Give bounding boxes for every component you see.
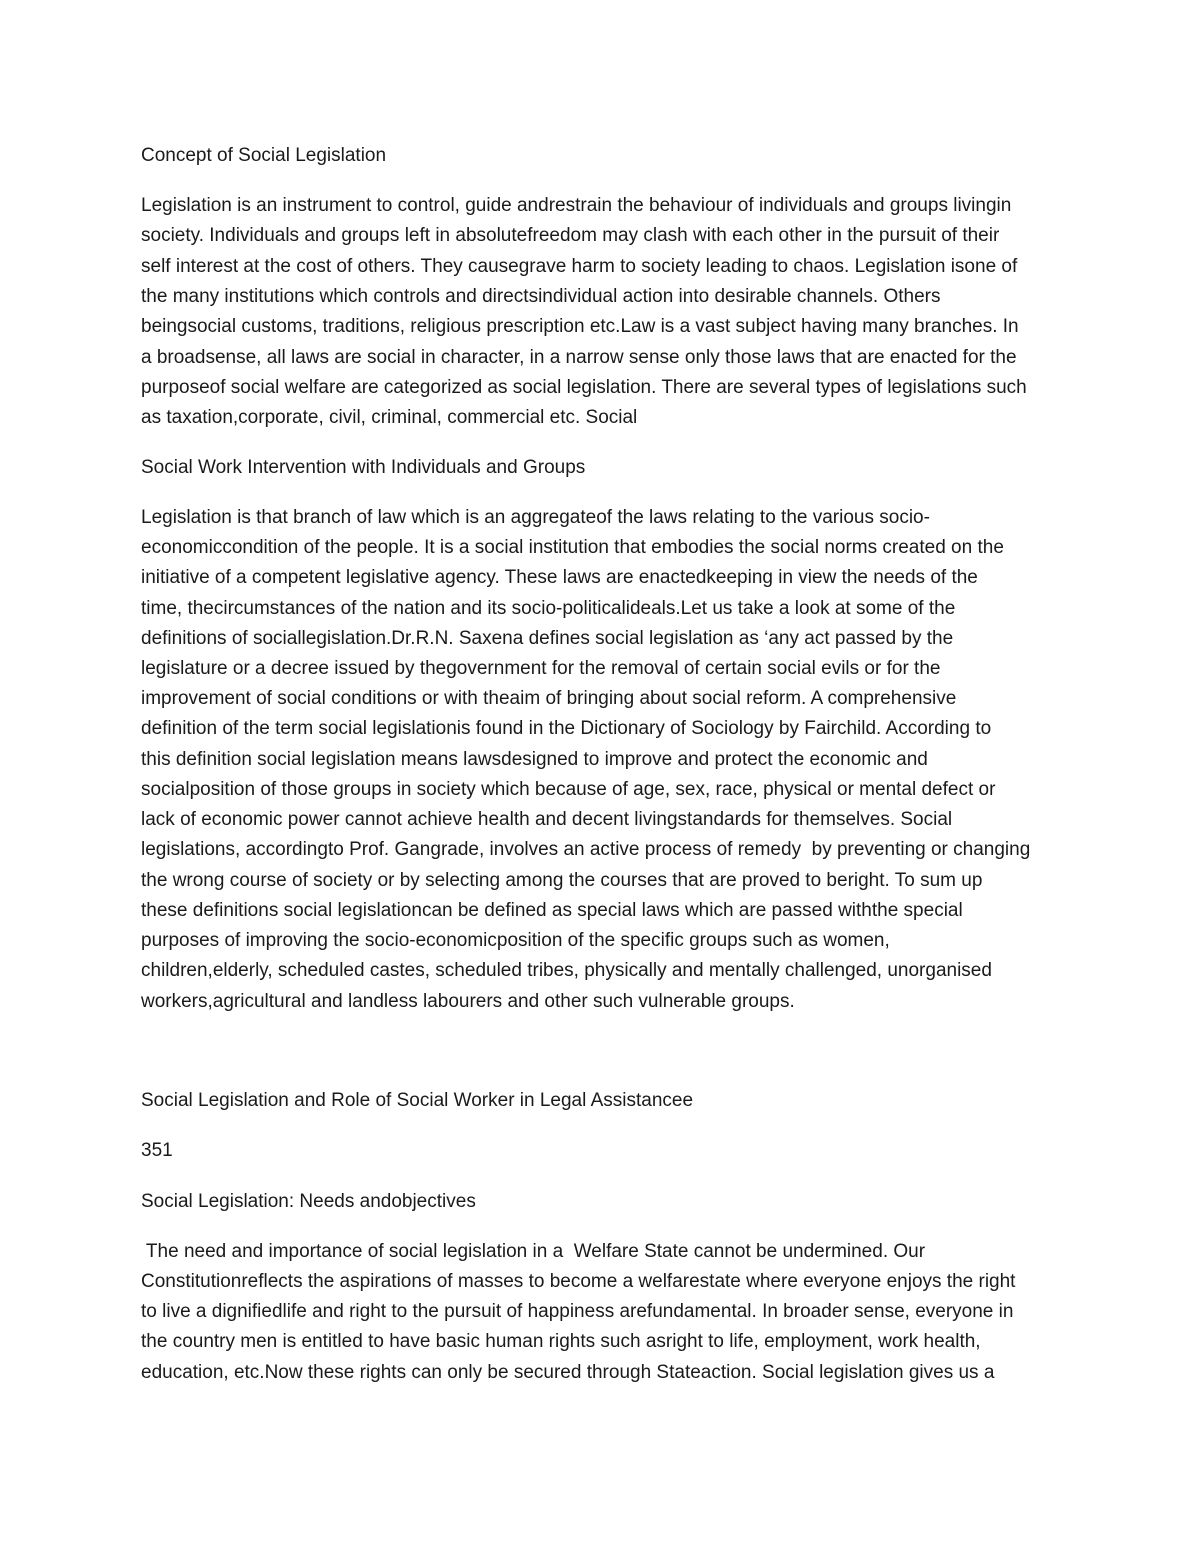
text-line: purposes of improving the socio-economicposition of the specific groups such as women,	[141, 930, 890, 951]
page-number: 351	[141, 1140, 173, 1161]
text-line: Legislation is that branch of law which is an aggregateof the laws relating to the various socio-	[141, 507, 930, 528]
text-line: this definition social legislation means lawsdesigned to improve and protect the economic and	[141, 749, 928, 770]
text-line: as taxation,corporate, civil, criminal, commercial etc. Social	[141, 407, 638, 428]
text-line: lack of economic power cannot achieve health and decent livingstandards for themselves. Social	[141, 809, 953, 830]
running-header: Social Legislation and Role of Social Worker in Legal Assistancee	[141, 1090, 694, 1111]
heading-concept: Concept of Social Legislation	[141, 145, 387, 166]
text-line: legislature or a decree issued by thegovernment for the removal of certain social evils or for the	[141, 658, 941, 679]
text-line: these definitions social legislationcan be defined as special laws which are passed withthe special	[141, 900, 963, 921]
text-line: socialposition of those groups in society which because of age, sex, race, physical or mental defect or	[141, 779, 996, 800]
text-line: initiative of a competent legislative agency. These laws are enactedkeeping in view the needs of the	[141, 567, 978, 588]
text-line: a broadsense, all laws are social in character, in a narrow sense only those laws that are enacted for the	[141, 347, 1017, 368]
text-line: the country men is entitled to have basic human rights such asright to life, employment, work health,	[141, 1331, 981, 1352]
text-line: society. Individuals and groups left in absolutefreedom may clash with each other in the pursuit of their	[141, 225, 1000, 246]
text-line: the many institutions which controls and directsindividual action into desirable channels. Others	[141, 286, 941, 307]
text-line: Constitutionreflects the aspirations of masses to become a welfarestate where everyone enjoys the right	[141, 1271, 1016, 1292]
text-line: children,elderly, scheduled castes, scheduled tribes, physically and mentally challenged, unorganised	[141, 960, 992, 981]
text-line: economiccondition of the people. It is a social institution that embodies the social norms created on the	[141, 537, 1004, 558]
heading-needs-objectives: Social Legislation: Needs andobjectives	[141, 1191, 476, 1212]
text-line: definition of the term social legislationis found in the Dictionary of Sociology by Fairchild. According to	[141, 718, 992, 739]
text-line: The need and importance of social legislation in a Welfare State cannot be undermined. Our	[141, 1241, 926, 1262]
text-line: purposeof social welfare are categorized as social legislation. There are several types of legislations such	[141, 377, 1027, 398]
text-line: beingsocial customs, traditions, religious prescription etc.Law is a vast subject having many branches. In	[141, 316, 1019, 337]
heading-intervention: Social Work Intervention with Individuals and Groups	[141, 457, 586, 478]
text-line: Legislation is an instrument to control, guide andrestrain the behaviour of individuals and groups livingin	[141, 195, 1012, 216]
text-line: time, thecircumstances of the nation and its socio-politicalideals.Let us take a look at some of the	[141, 598, 956, 619]
text-line: to live a dignifiedlife and right to the pursuit of happiness arefundamental. In broader sense, everyone in	[141, 1301, 1014, 1322]
text-line: education, etc.Now these rights can only be secured through Stateaction. Social legislation gives us a	[141, 1362, 995, 1383]
text-line: self interest at the cost of others. They causegrave harm to society leading to chaos. Legislation isone of	[141, 256, 1018, 277]
text-line: the wrong course of society or by selecting among the courses that are proved to beright. To sum up	[141, 870, 983, 891]
text-line: workers,agricultural and landless labourers and other such vulnerable groups.	[141, 991, 795, 1012]
text-line: legislations, accordingto Prof. Gangrade, involves an active process of remedy by preventing or changing	[141, 839, 1031, 860]
text-line: improvement of social conditions or with theaim of bringing about social reform. A comprehensive	[141, 688, 957, 709]
text-line: definitions of sociallegislation.Dr.R.N. Saxena defines social legislation as ‘any act passed by the	[141, 628, 954, 649]
